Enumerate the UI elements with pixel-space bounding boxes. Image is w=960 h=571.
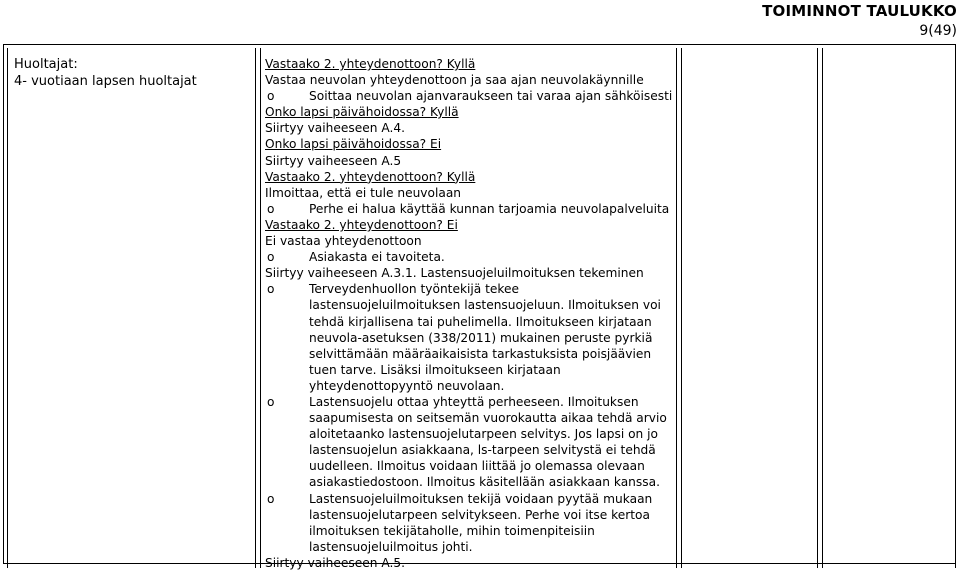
bullet-icon: o [267, 250, 275, 265]
text-line: Siirtyy vaiheeseen A.5. [265, 555, 405, 570]
question-line: Onko lapsi päivähoidossa? Kyllä [265, 105, 459, 120]
list-item [265, 491, 673, 555]
list-item [265, 201, 673, 217]
actor-column [7, 48, 256, 568]
empty-column-4 [822, 48, 956, 568]
actor-name: 4- vuotiaan lapsen huoltajat [14, 74, 197, 89]
bullet-icon: o [267, 394, 275, 409]
empty-column-3 [681, 48, 818, 568]
text-line: Siirtyy vaiheeseen A.5 [265, 153, 402, 168]
question-line: Vastaako 2. yhteydenottoon? Kyllä [265, 57, 476, 71]
text-line: Ilmoittaa, että ei tule neuvolaan [265, 185, 462, 200]
text-line: Siirtyy vaiheeseen A.4. [265, 121, 405, 136]
bullet-icon: o [267, 89, 275, 104]
bullet-icon: o [267, 282, 275, 297]
question-line: Vastaako 2. yhteydenottoon? Kyllä [265, 169, 476, 184]
actions-column [260, 48, 677, 568]
text-line: Ei vastaa yhteydenottoon [265, 234, 422, 249]
actor-heading: Huoltajat: [14, 57, 78, 72]
question-line: Onko lapsi päivähoidossa? Ei [265, 137, 442, 152]
question-line: Vastaako 2. yhteydenottoon? Ei [265, 217, 458, 232]
list-item-text: Asiakasta ei tavoiteta. [309, 250, 445, 265]
list-item-text: Soittaa neuvolan ajanvaraukseen tai varaa ajan sähköisesti [309, 89, 673, 104]
table-frame [3, 44, 956, 570]
list-item-text: Lastensuojelu ottaa yhteyttä perheeseen. Ilmoituksen saapumisesta on seitsemän vuorokautta aikaa tehdä arvio aloitetaanko lastensuojelutarpeen selvitys. Jos lapsi on jo lastensuojelun asiakkaana, ls-tarpeen selvitystä ei tehdä uudelleen. Ilmoitus voidaan liittää jo olemassa olevaan asiakastiedostoon. Ilmoitus käsitellään asiakkaan kanssa. [309, 394, 667, 490]
list-item [265, 249, 673, 265]
text-line: Siirtyy vaiheeseen A.3.1. Lastensuojeluilmoituksen tekeminen [265, 266, 644, 281]
document-title: TOIMINNOT TAULUKKO [762, 2, 957, 20]
list-item-text: Terveydenhuollon työntekijä tekee lastensuojeluilmoituksen lastensuojeluun. Ilmoituksen voi tehdä kirjallisena tai puhelimella. Ilmoitukseen kirjataan neuvola-asetuksen (338/2011) mukainen peruste pyrkiä selvittämään määräaikaisista tarkastuksista poisjäävien tuen tarve. Lisäksi ilmoitukseen kirjataan yhteydenottopyyntö neuvolaan. [309, 282, 661, 393]
bullet-icon: o [267, 491, 275, 506]
list-item [265, 394, 673, 491]
list-item-text: Perhe ei halua käyttää kunnan tarjoamia neuvolapalveluita [309, 201, 670, 216]
list-item [265, 281, 673, 394]
bullet-icon: o [267, 201, 275, 216]
page-number: 9(49) [919, 23, 957, 39]
text-line: Vastaa neuvolan yhteydenottoon ja saa ajan neuvolakäynnille [265, 73, 644, 88]
list-item [265, 88, 673, 104]
list-item-text: Lastensuojeluilmoituksen tekijä voidaan pyytää mukaan lastensuojelutarpeen selvitykseen. Perhe voi itse kertoa ilmoituksen tekijätaholle, mihin toimenpiteisiin lastensuojeluilmoitus johti. [309, 491, 653, 554]
